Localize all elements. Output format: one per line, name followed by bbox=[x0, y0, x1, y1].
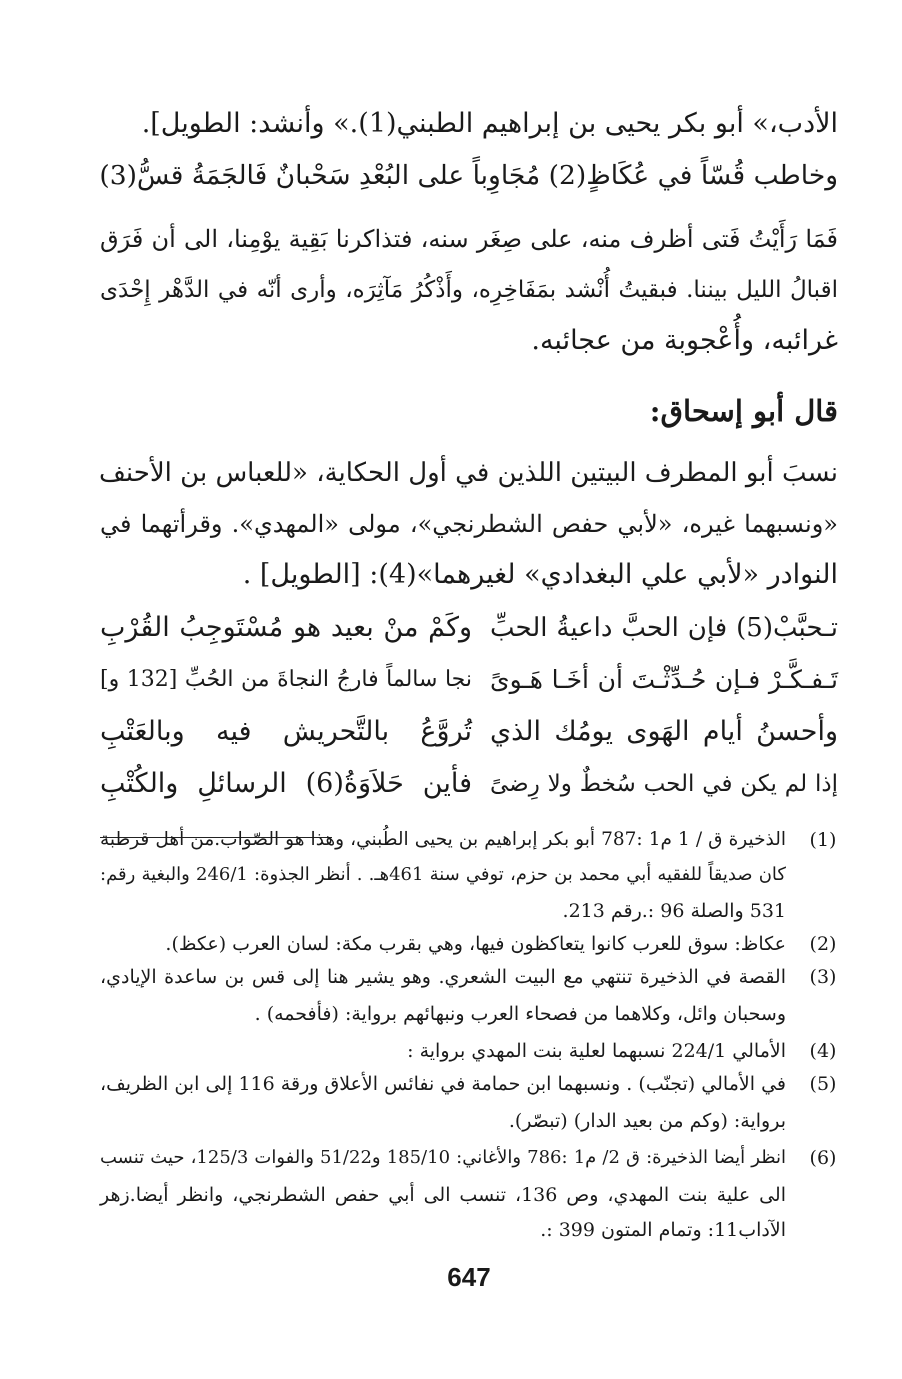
verse-second-hemistich: فأين حَلاَوَةُ(6) الرسائلِ والكُتْبِ bbox=[100, 768, 472, 799]
page-number: 647 bbox=[447, 1262, 491, 1292]
footnote-number: (6) bbox=[809, 1147, 837, 1169]
footnote-line: الذخيرة ق / 1 م1 :787 أبو بكر إبراهيم بن يحيى الطُبني، وهذا هو الصّواب.من أهل قرطبة bbox=[100, 829, 786, 850]
verse-first-hemistich: إذا لم يكن في الحب سُخطٌ ولا رِضىً bbox=[490, 771, 838, 797]
footnote-line: انظر أيضا الذخيرة: ق 2/ م1 :786 والأغاني: 185/10 و51/22 والفوات 125/3، حيث تنسب bbox=[100, 1147, 786, 1168]
paragraph-line: النوادر «لأبي علي البغدادي» لغيرهما»(4): [الطويل] . bbox=[242, 559, 838, 590]
footnote-line: وسحبان وائل، وكلاهما من فصحاء العرب ونبهائهم برواية: (فأفحمه) . bbox=[254, 1003, 786, 1025]
footnote-line: الى علية بنت المهدي، وص 136، تنسب الى أبي حفص الشطرنجي، وانظر أيضا.زهر bbox=[100, 1184, 787, 1206]
footnote-line: الآداب11: وتمام المتون 399 :. bbox=[540, 1219, 786, 1241]
paragraph-line: اقبالُ الليل بيننا. فبقيتُ أُنْشد بمَفَاخِرِه، وأَذْكُرُ مَآثِرَه، وأرى أنّه في الدَّهْر إِحْدَى bbox=[100, 277, 838, 303]
footnote-number: (2) bbox=[809, 933, 837, 955]
text-line: الأدب،» أبو بكر يحيى بن إبراهيم الطبني(1).» وأنشد: الطويل]. bbox=[141, 108, 838, 139]
poem-verse bbox=[100, 608, 838, 648]
footnote-line: الأمالي 224/1 نسبهما لعلية بنت المهدي برواية : bbox=[407, 1040, 786, 1062]
paragraph-line: غرائبه، وأُعْجوبة من عجائبه. bbox=[531, 325, 838, 356]
footnote-number: (4) bbox=[809, 1040, 837, 1062]
footnote-number: (5) bbox=[809, 1073, 837, 1095]
verse-first-hemistich: تَـفـكَّـرْ فـإن حُـدِّثْـتَ أن أخَـا هَـوىً bbox=[490, 665, 838, 694]
verse-first-hemistich: تـحبَّبْ(5) فإن الحبَّ داعيةُ الحبِّ bbox=[490, 613, 838, 643]
footnote-line: كان صديقاً للفقيه أبي محمد بن حزم، توفي سنة 461هـ. . أنظر الجذوة: 246/1 والبغية رقم: bbox=[100, 864, 786, 885]
poem-verse bbox=[100, 660, 838, 700]
verse-first-hemistich: وأحسنُ أيام الهَوى يومُك الذي bbox=[490, 716, 838, 747]
book-page bbox=[100, 0, 838, 1379]
paragraph-line: نسبَ أبو المطرف البيتين اللذين في أول الحكاية، «للعباس بن الأحنف bbox=[99, 458, 838, 488]
footnote-number: (3) bbox=[809, 966, 837, 988]
footnote-line: عكاظ: سوق للعرب كانوا يتعاكظون فيها، وهي بقرب مكة: لسان العرب (عكظ). bbox=[165, 933, 786, 955]
verse-second-hemistich: وكَمْ منْ بعيد هو مُسْتَوجِبُ القُرْبِ bbox=[100, 612, 472, 643]
paragraph-line: «ونسبهما غيره، «لأبي حفص الشطرنجي»، مولى «المهدي». وقرأتهما في bbox=[100, 510, 838, 538]
paragraph-line: فَمَا رَأَيْتُ فَتى أظرف منه، على صِغَر سنه، فتذاكرنا بَقِية يوْمِنا، الى أن فَرَق bbox=[100, 225, 838, 253]
section-heading: قال أبو إسحاق: bbox=[649, 394, 838, 428]
footnote-line: القصة في الذخيرة تنتهي مع البيت الشعري. وهو يشير هنا إلى قس بن ساعدة الإيادي، bbox=[100, 966, 786, 988]
poem-verse bbox=[100, 764, 838, 804]
verse-second-hemistich: تُروَّعُ بالتَّحريش فيه وبالعَتْبِ bbox=[100, 716, 472, 747]
footnote-line: في الأمالي (تجنّب) . ونسبهما ابن حمامة في نفائس الأعلاق ورقة 116 إلى ابن الظريف، bbox=[100, 1073, 786, 1095]
footnote-line: 531 والصلة 96 :.رقم 213. bbox=[562, 900, 786, 922]
footnote-line: برواية: (وكم من بعيد الدار) (تبصّر). bbox=[508, 1110, 786, 1132]
footnote-number: (1) bbox=[809, 829, 837, 851]
verse-second-hemistich: نجا سالماً فارجُ النجاةَ من الحُبِّ [132 و] bbox=[100, 667, 472, 692]
verse-line: وخاطب قُسّاً في عُكَاظٍ(2) مُجَاوِباً على البُعْدِ سَحْبانٌ فَالجَمَةُ قسُّ(3) bbox=[99, 160, 838, 191]
poem-verse bbox=[100, 712, 838, 752]
